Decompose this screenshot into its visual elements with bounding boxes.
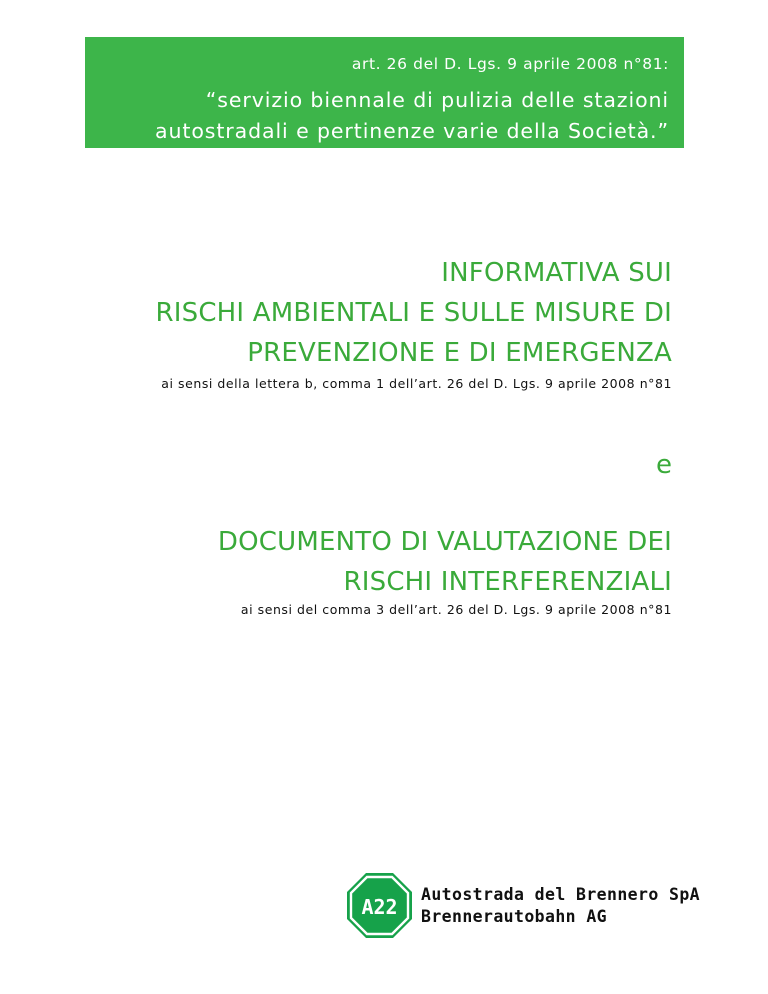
informativa-title-line-2: RISCHI AMBIENTALI E SULLE MISURE DI (155, 298, 672, 328)
duvri-legal-note: ai sensi del comma 3 dell’art. 26 del D. Lgs. 9 aprile 2008 n°81 (240, 602, 672, 617)
service-title-line-1: “servizio biennale di pulizia delle stazioni (205, 88, 669, 112)
a22-octagon-logo-icon (346, 872, 413, 939)
duvri-title (218, 522, 672, 602)
company-name-german: Brennerautobahn AG (421, 906, 608, 926)
duvri-title-line-1: DOCUMENTO DI VALUTAZIONE DEI (217, 527, 672, 557)
informativa-title-line-3: PREVENZIONE E DI EMERGENZA (247, 338, 672, 368)
conjunction: e (656, 450, 672, 480)
service-title-line-2: autostradali e pertinenze varie della Società.” (155, 119, 669, 143)
company-name-italian: Autostrada del Brennero SpA (421, 884, 701, 904)
law-reference: art. 26 del D. Lgs. 9 aprile 2008 n°81: (351, 55, 669, 73)
company-logo (346, 872, 700, 939)
informativa-title (155, 253, 672, 373)
informativa-title-line-1: INFORMATIVA SUI (441, 258, 672, 288)
service-title (155, 85, 669, 147)
informativa-legal-note: ai sensi della lettera b, comma 1 dell’art. 26 del D. Lgs. 9 aprile 2008 n°81 (161, 376, 672, 391)
duvri-title-line-2: RISCHI INTERFERENZIALI (343, 567, 672, 597)
header-banner (85, 37, 684, 148)
company-name (421, 884, 700, 928)
logo-mark-text: A22 (361, 895, 398, 919)
